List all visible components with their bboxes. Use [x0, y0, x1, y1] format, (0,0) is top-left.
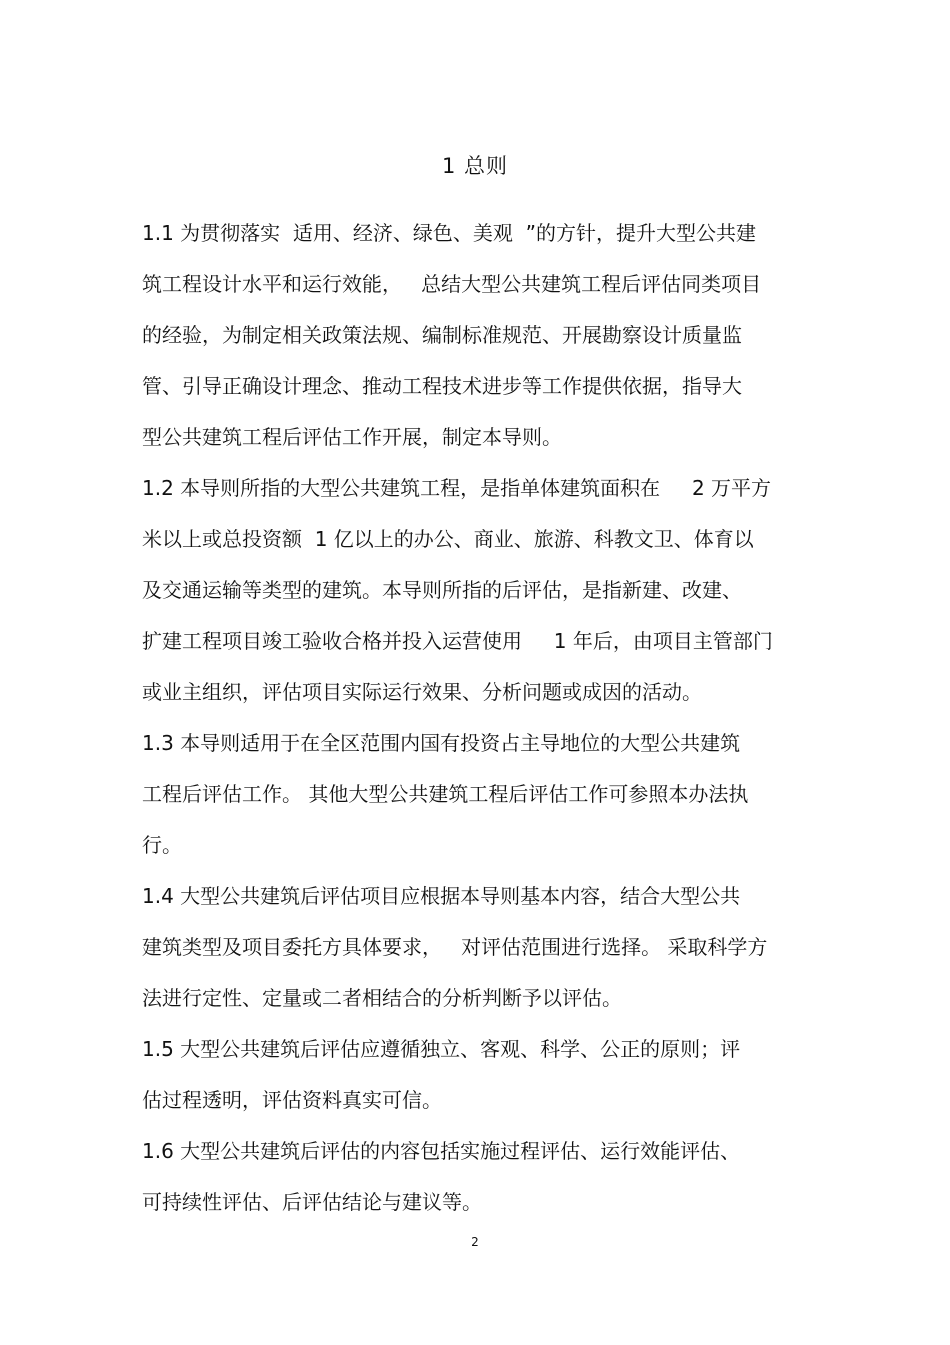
text-line: 1.4 大型公共建筑后评估项目应根据本导则基本内容，结合大型公共 [142, 884, 741, 908]
text-line: 建筑类型及项目委托方具体要求， 对评估范围进行选择。 采取科学方 [142, 935, 768, 959]
text-line: 型公共建筑工程后评估工作开展，制定本导则。 [142, 425, 562, 449]
text-line: 1.1 为贯彻落实 适用、经济、绿色、美观 ”的方针，提升大型公共建 [142, 221, 756, 245]
page-number: 2 [471, 1235, 479, 1249]
text-line: 估过程透明，评估资料真实可信。 [142, 1088, 442, 1112]
text-line: 扩建工程项目竣工验收合格并投入运营使用 1 年后，由项目主管部门 [142, 629, 773, 653]
text-line: 1.6 大型公共建筑后评估的内容包括实施过程评估、运行效能评估、 [142, 1139, 741, 1163]
body-text [142, 214, 822, 1234]
text-line: 1.3 本导则适用于在全区范围内国有投资占主导地位的大型公共建筑 [142, 731, 741, 755]
text-line: 管、引导正确设计理念、推动工程技术进步等工作提供依据，指导大 [142, 374, 742, 398]
text-line: 1.5 大型公共建筑后评估应遵循独立、客观、科学、公正的原则；评 [142, 1037, 741, 1061]
text-line: 工程后评估工作。 其他大型公共建筑工程后评估工作可参照本办法执 [142, 782, 749, 806]
text-line: 法进行定性、定量或二者相结合的分析判断予以评估。 [142, 986, 622, 1010]
text-line: 的经验，为制定相关政策法规、编制标准规范、开展勘察设计质量监 [142, 323, 742, 347]
text-line: 或业主组织，评估项目实际运行效果、分析问题或成因的活动。 [142, 680, 702, 704]
text-line: 筑工程设计水平和运行效能， 总结大型公共建筑工程后评估同类项目 [142, 272, 762, 296]
text-line: 可持续性评估、后评估结论与建议等。 [142, 1190, 482, 1214]
text-line: 1.2 本导则所指的大型公共建筑工程，是指单体建筑面积在 2 万平方 [142, 476, 772, 500]
text-line: 米以上或总投资额 1 亿以上的办公、商业、旅游、科教文卫、体育以 [142, 527, 754, 551]
text-line: 行。 [142, 833, 182, 857]
text-line: 及交通运输等类型的建筑。本导则所指的后评估，是指新建、改建、 [142, 578, 742, 602]
section-heading: 1 总则 [441, 154, 509, 178]
